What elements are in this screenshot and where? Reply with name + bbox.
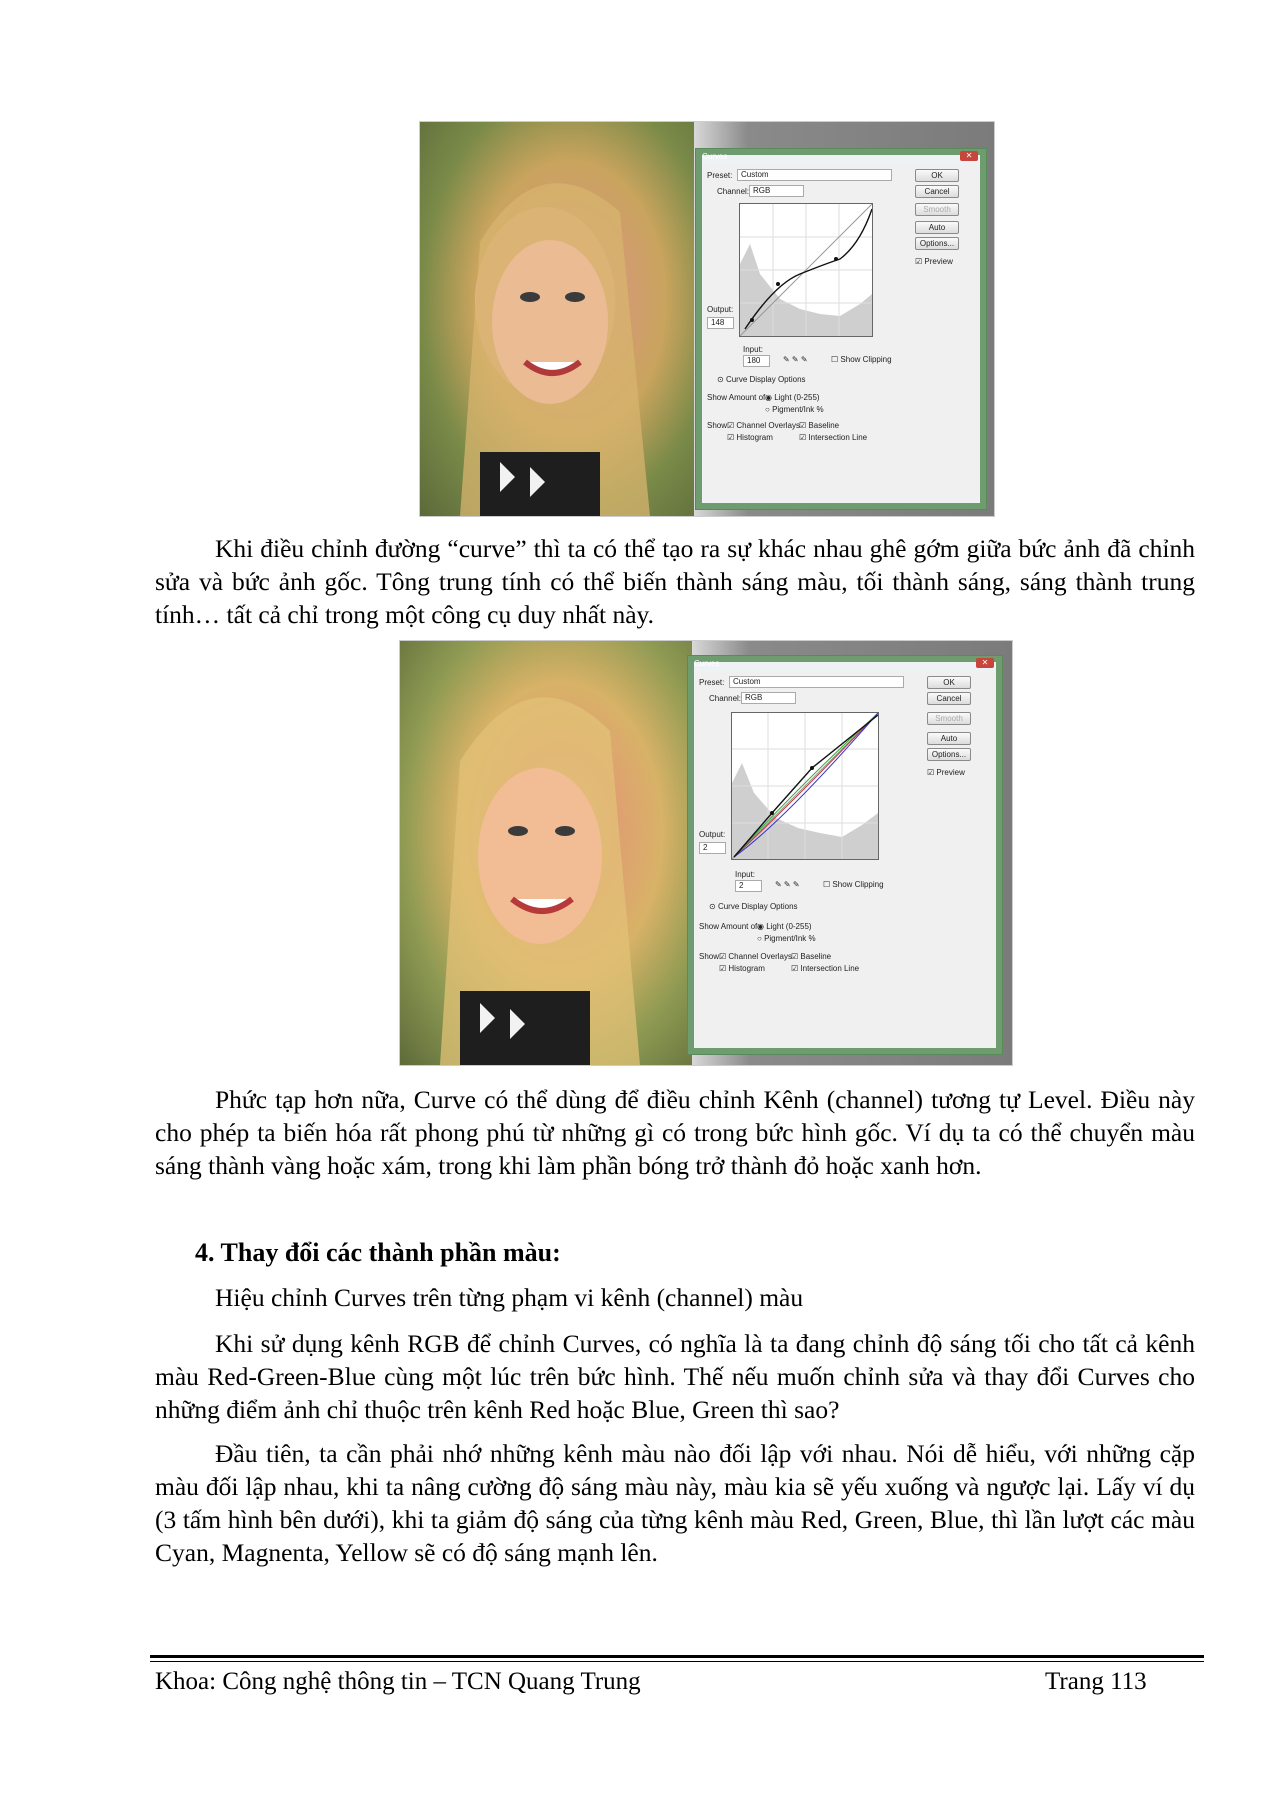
intersection-line-label: Intersection Line [800, 964, 860, 973]
preview-checkbox[interactable]: ☑ Preview [927, 768, 965, 777]
cancel-button[interactable]: Cancel [927, 692, 971, 705]
pigment-radio[interactable]: ○ Pigment/Ink % [765, 405, 824, 414]
show-amount-label: Show Amount of: [699, 922, 760, 931]
baseline-label: Baseline [808, 421, 840, 430]
output-label: Output: [699, 830, 726, 839]
output-field[interactable]: 2 [699, 842, 726, 854]
paragraph-1: Khi điều chỉnh đường “curve” thì ta có thể tạo ra sự khác nhau ghê gớm giữa bức ảnh đã chỉnh sửa và bức ảnh gốc. Tông trung tính có thể biến thành sáng màu, tối thành sáng, sáng thành trung tính… tất cả chỉ trong một công cụ duy nhất này. [155, 534, 1195, 629]
show-amount-label: Show Amount of: [707, 393, 768, 402]
eyedropper-icons[interactable]: ✎ ✎ ✎ [775, 880, 800, 889]
input-field[interactable]: 2 [735, 880, 762, 892]
portrait-illustration [420, 122, 720, 516]
cancel-button[interactable]: Cancel [915, 185, 959, 198]
ok-button[interactable]: OK [927, 676, 971, 689]
portrait-photo [400, 641, 720, 1065]
figure-1-screenshot [420, 122, 994, 516]
smooth-button[interactable]: Smooth [927, 712, 971, 725]
preview-checkbox[interactable]: ☑ Preview [915, 257, 953, 266]
figure-2-screenshot [400, 641, 1012, 1065]
histogram-checkbox[interactable]: ☑ Histogram [727, 433, 773, 442]
show-clipping-checkbox[interactable]: ☐ Show Clipping [831, 355, 892, 364]
output-label: Output: [707, 305, 734, 314]
auto-button[interactable]: Auto [915, 221, 959, 234]
curve-plot [740, 204, 872, 336]
show-clipping-checkbox[interactable]: ☐ Show Clipping [823, 880, 884, 889]
pigment-label: Pigment/Ink % [772, 405, 824, 414]
preset-label: Preset: [707, 171, 733, 180]
section-subheading: Hiệu chỉnh Curves trên từng phạm vi kênh (channel) màu [215, 1283, 804, 1312]
portrait-photo [420, 122, 720, 516]
show-clipping-label: Show Clipping [832, 880, 884, 889]
paragraph-4: Đầu tiên, ta cần phải nhớ những kênh màu nào đối lập với nhau. Nói dễ hiểu, với những cặp màu đối lập nhau, khi ta nâng cường độ sáng màu này, màu kia sẽ yếu xuống và ngược lại. Lấy ví dụ (3 tấm hình bên dưới), khi ta giảm độ sáng của từng kênh màu Red, Green, Blue, thì lần lượt các màu Cyan, Magnenta, Yellow sẽ có độ sáng mạnh lên. [155, 1439, 1195, 1567]
show-label: Show: [707, 421, 730, 430]
curves-dialog [695, 148, 987, 510]
channel-select[interactable]: RGB [749, 185, 804, 197]
preset-label: Preset: [699, 678, 725, 687]
dialog-body [703, 165, 979, 502]
curve-graph[interactable] [731, 712, 879, 860]
portrait-illustration [400, 641, 720, 1065]
input-label: Input: [743, 345, 764, 354]
footer-rule-thin [150, 1661, 1204, 1662]
channel-overlays-label: Channel Overlays [736, 421, 800, 430]
input-field[interactable]: 180 [743, 355, 770, 367]
preset-select[interactable]: Custom [729, 676, 904, 688]
show-clipping-label: Show Clipping [840, 355, 892, 364]
pigment-label: Pigment/Ink % [764, 934, 816, 943]
output-field[interactable]: 148 [707, 317, 734, 329]
footer-rule [150, 1655, 1204, 1658]
eyedropper-icons[interactable]: ✎ ✎ ✎ [783, 355, 808, 364]
channel-overlays-checkbox[interactable]: ☑ Channel Overlays [727, 421, 800, 430]
intersection-line-checkbox[interactable]: ☑ Intersection Line [799, 433, 868, 442]
channel-label: Channel: [709, 694, 742, 703]
dialog-body [695, 672, 995, 1047]
display-options-label: Curve Display Options [725, 375, 806, 384]
input-label: Input: [735, 870, 756, 879]
light-label: Light (0-255) [774, 393, 820, 402]
channel-overlays-label: Channel Overlays [728, 952, 792, 961]
preview-label: Preview [936, 768, 965, 777]
footer-department: Khoa: Công nghệ thông tin – TCN Quang Trung [155, 1668, 641, 1695]
dialog-title: Curves [702, 152, 728, 161]
curve-graph[interactable] [739, 203, 873, 337]
light-label: Light (0-255) [766, 922, 812, 931]
ok-button[interactable]: OK [915, 169, 959, 182]
baseline-label: Baseline [800, 952, 832, 961]
display-options-toggle[interactable]: ⊙ Curve Display Options [709, 902, 798, 911]
histogram-label: Histogram [736, 433, 773, 442]
close-icon[interactable]: ✕ [976, 658, 994, 668]
channel-select[interactable]: RGB [741, 692, 796, 704]
intersection-line-label: Intersection Line [808, 433, 868, 442]
options-button[interactable]: Options... [927, 748, 971, 761]
page-number: Trang 113 [1045, 1668, 1147, 1695]
options-button[interactable]: Options... [915, 237, 959, 250]
curves-dialog [687, 655, 1003, 1055]
channel-label: Channel: [717, 187, 750, 196]
light-radio[interactable]: ◉ Light (0-255) [757, 922, 812, 931]
preview-label: Preview [924, 257, 953, 266]
display-options-toggle[interactable]: ⊙ Curve Display Options [717, 375, 806, 384]
histogram-label: Histogram [728, 964, 765, 973]
auto-button[interactable]: Auto [927, 732, 971, 745]
intersection-line-checkbox[interactable]: ☑ Intersection Line [791, 964, 860, 973]
preset-select[interactable]: Custom [737, 169, 892, 181]
close-icon[interactable]: ✕ [960, 151, 978, 161]
channel-overlays-checkbox[interactable]: ☑ Channel Overlays [719, 952, 792, 961]
pigment-radio[interactable]: ○ Pigment/Ink % [757, 934, 816, 943]
light-radio[interactable]: ◉ Light (0-255) [765, 393, 820, 402]
display-options-label: Curve Display Options [717, 902, 798, 911]
histogram-checkbox[interactable]: ☑ Histogram [719, 964, 765, 973]
dialog-title: Curves [694, 659, 720, 668]
show-label: Show: [699, 952, 722, 961]
paragraph-2: Phức tạp hơn nữa, Curve có thể dùng để điều chỉnh Kênh (channel) tương tự Level. Điều này cho phép ta biến hóa rất phong phú từ những gì có trong bức hình gốc. Ví dụ ta có thể chuyển màu sáng thành vàng hoặc xám, trong khi làm phần bóng trở thành đỏ hoặc xanh hơn. [155, 1085, 1195, 1180]
baseline-checkbox[interactable]: ☑ Baseline [791, 952, 832, 961]
paragraph-3: Khi sử dụng kênh RGB để chỉnh Curves, có nghĩa là ta đang chỉnh độ sáng tối cho tất cả kênh màu Red-Green-Blue cùng một lúc trên bức hình. Thế nếu muốn chỉnh sửa và thay đổi Curves cho những điểm ảnh chỉ thuộc trên kênh Red hoặc Blue, Green thì sao? [155, 1329, 1195, 1424]
section-heading: 4. Thay đổi các thành phần màu: [195, 1238, 561, 1267]
baseline-checkbox[interactable]: ☑ Baseline [799, 421, 840, 430]
smooth-button[interactable]: Smooth [915, 203, 959, 216]
curve-plot [732, 713, 878, 859]
